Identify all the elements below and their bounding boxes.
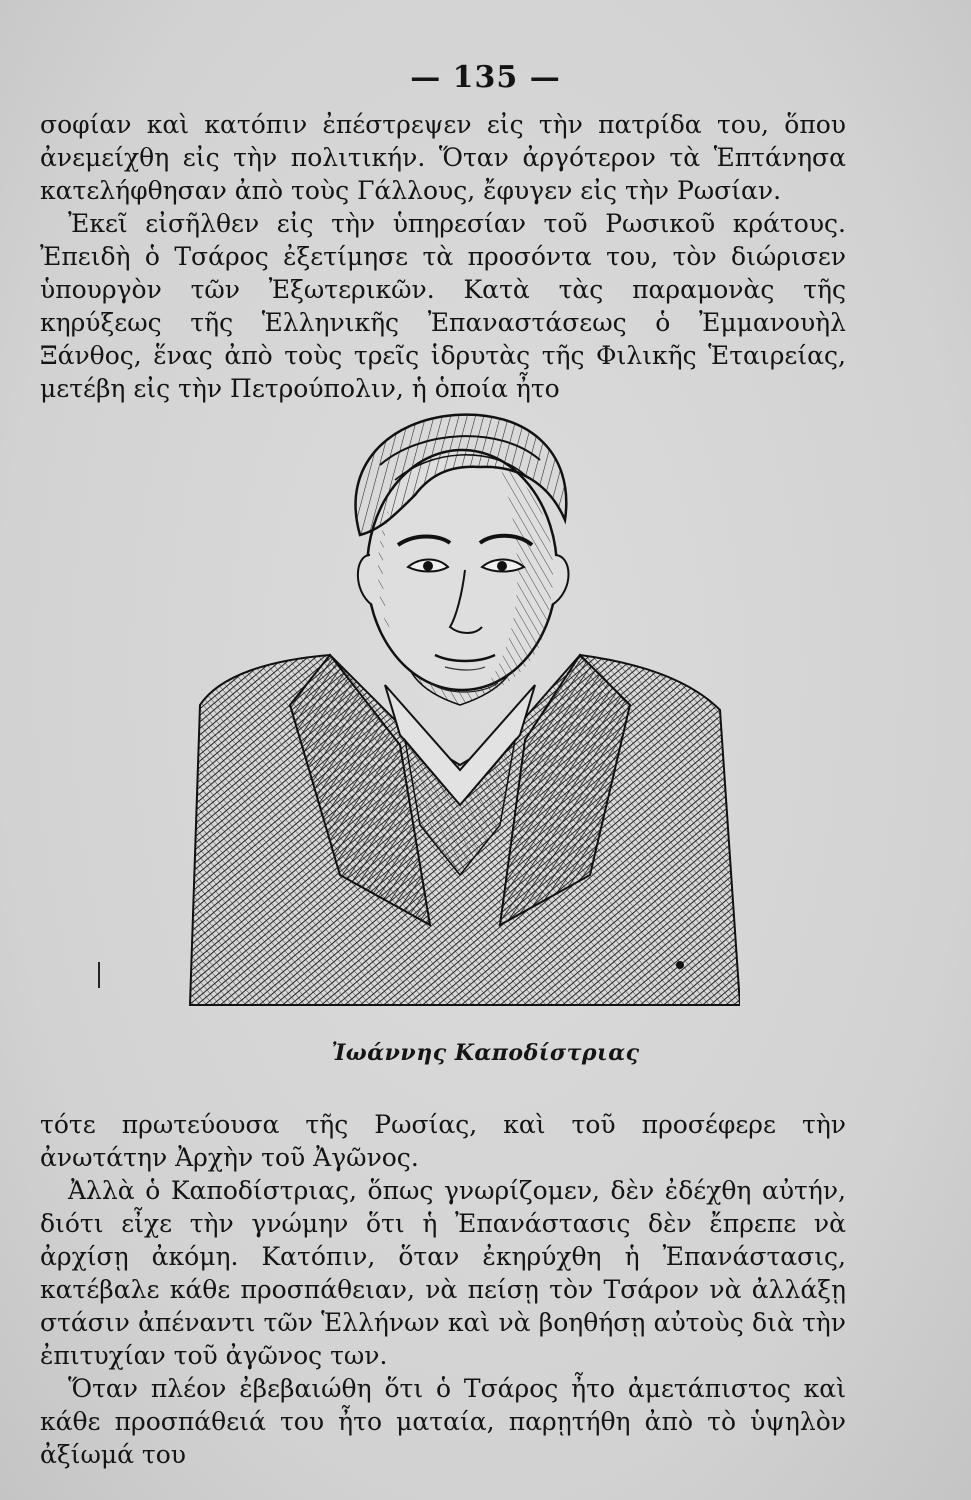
- portrait-caption: Ἰωάννης Καποδίστριας: [331, 1040, 640, 1066]
- paragraph: Ὅταν πλέον ἐβεβαιώθη ὅτι ὁ Τσάρος ἦτο ἀμετάπιστος καὶ κάθε προσπάθειά του ἦτο ματαία, παρῃτήθη ἀπὸ τὸ ὑψηλὸν ἀξίωμά του: [40, 1374, 846, 1469]
- paragraph: Ἀλλὰ ὁ Καποδίστριας, ὅπως γνωρίζομεν, δὲν ἐδέχθη αὐτήν, διότι εἶχε τὴν γνώμην ὅτι ἡ Ἐπανάστασις δὲν ἔπρεπε νὰ ἀρχίσῃ ἀκόμη. Κατόπιν, ὅταν ἐκηρύχθη ἡ Ἐπανάστασις, κατέβαλε κάθε προσπάθειαν, νὰ πείσῃ τὸν Τσάρον νὰ ἀλλάξῃ στάσιν ἀπέναντι τῶν Ἑλλήνων καὶ νὰ βοηθήσῃ αὐτοὺς διὰ τὴν ἐπιτυχίαν τοῦ ἀγῶνος των.: [40, 1176, 846, 1370]
- paragraph: τότε πρωτεύουσα τῆς Ρωσίας, καὶ τοῦ προσέφερε τὴν ἀνωτάτην Ἀρχὴν τοῦ Ἀγῶνος.: [40, 1110, 846, 1172]
- paragraph: σοφίαν καὶ κατόπιν ἐπέστρεψεν εἰς τὴν πατρίδα του, ὅπου ἀνεμείχθη εἰς τὴν πολιτικήν. Ὅταν ἀργότερον τὰ Ἑπτάνησα κατελήφθησαν ἀπὸ τοὺς Γάλλους, ἔφυγεν εἰς τὴν Ρωσίαν.: [40, 110, 846, 205]
- margin-mark: [98, 962, 100, 988]
- paragraph: Ἐκεῖ εἰσῆλθεν εἰς τὴν ὑπηρεσίαν τοῦ Ρωσικοῦ κράτους. Ἐπειδὴ ὁ Τσάρος ἐξετίμησε τὰ προσόντα του, τὸν διώρισεν ὑπουργὸν τῶν Ἐξωτερικῶν. Κατὰ τὰς παραμονὰς τῆς κηρύξεως τῆς Ἑλληνικῆς Ἐπαναστάσεως ὁ Ἐμμανουὴλ Ξάνθος, ἕνας ἀπὸ τοὺς τρεῖς ἱδρυτὰς τῆς Φιλικῆς Ἑταιρείας, μετέβη εἰς τὴν Πετρούπολιν, ἡ ὁποία ἦτο: [40, 209, 846, 403]
- portrait-illustration: [180, 405, 740, 1025]
- top-text-block: [40, 108, 846, 405]
- bottom-text-block: [40, 1108, 846, 1471]
- page-number: — 135 —: [410, 60, 561, 95]
